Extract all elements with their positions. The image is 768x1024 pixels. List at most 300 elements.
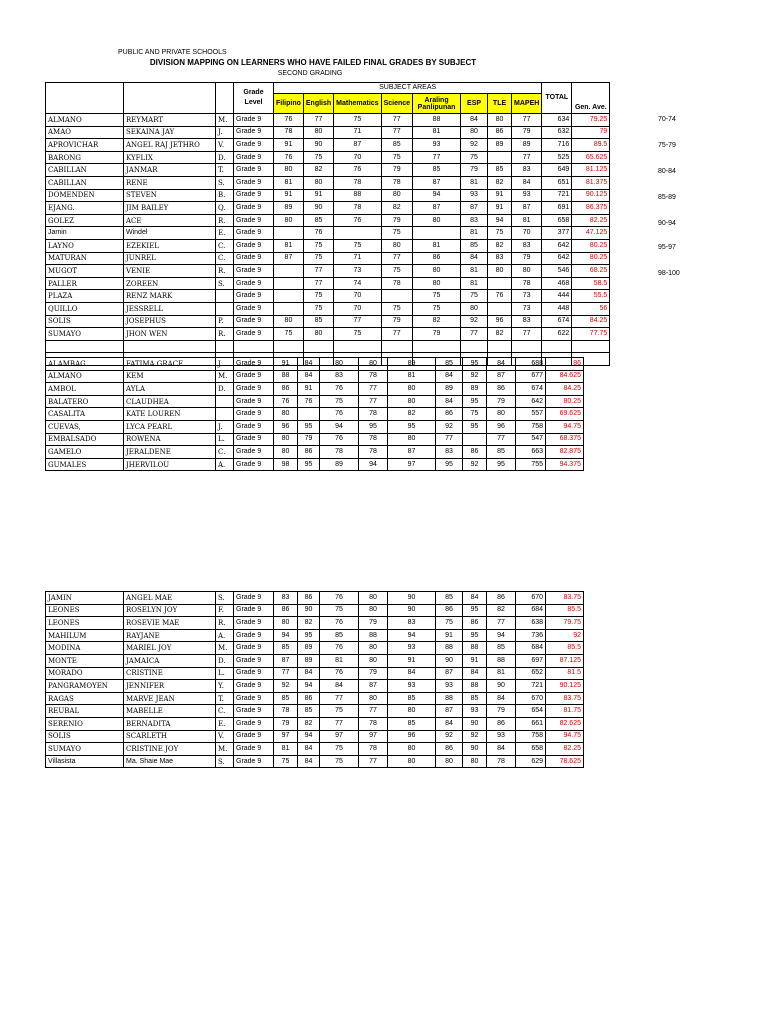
gen-ave-cell: 92 [546, 629, 584, 642]
middle-initial-cell: B. [216, 189, 234, 202]
grade-cell: 76 [320, 667, 359, 680]
first-name-cell: ACE [124, 214, 216, 227]
total-cell: 684 [516, 642, 546, 655]
total-cell: 670 [516, 592, 546, 605]
grade-cell: 94 [487, 629, 516, 642]
gen-ave-cell: 56 [572, 302, 610, 315]
first-name-cell: REYMART [124, 114, 216, 127]
grade-cell: 81 [461, 227, 488, 240]
grade-cell: 87 [512, 202, 542, 215]
grade-cell: 95 [463, 395, 487, 408]
grade-cell: 85 [436, 592, 463, 605]
middle-initial-cell [216, 290, 234, 303]
grade-cell: 76 [320, 642, 359, 655]
grade-cell: 77 [381, 252, 412, 265]
grade-cell: 84 [436, 370, 463, 383]
grade-cell: 76 [320, 592, 359, 605]
grade-level-cell: Grade 9 [234, 358, 274, 371]
gen-ave-cell: 84.25 [572, 315, 610, 328]
subject-header-english: English [303, 94, 333, 114]
subject-header-mapeh: MAPEH [512, 94, 542, 114]
table-row [46, 370, 584, 383]
grade-cell: 77 [461, 328, 488, 341]
grade-cell: 80 [488, 265, 512, 278]
blank-cell [216, 340, 234, 353]
grade-cell: 75 [320, 755, 359, 768]
grade-cell: 77 [359, 705, 388, 718]
grade-cell: 91 [274, 358, 298, 371]
gen-ave-cell: 79 [572, 126, 610, 139]
grade-level-cell: Grade 9 [234, 114, 274, 127]
blank-cell [381, 340, 412, 353]
grade-level-cell: Grade 9 [234, 433, 274, 446]
grade-cell: 80 [436, 755, 463, 768]
table-row [46, 604, 584, 617]
last-name-cell: GAMELO [46, 446, 124, 459]
last-name-cell: CABILLAN [46, 176, 124, 189]
grade-cell: 95 [463, 629, 487, 642]
grade-cell: 77 [487, 617, 516, 630]
grade-level-cell: Grade 9 [234, 176, 274, 189]
grade-cell: 86 [298, 592, 320, 605]
last-name-cell: ALMANO [46, 370, 124, 383]
grade-cell: 83 [320, 370, 359, 383]
total-cell: 661 [516, 717, 546, 730]
grade-cell: 90 [487, 680, 516, 693]
grade-cell [274, 227, 304, 240]
grade-cell: 84 [298, 743, 320, 756]
grade-cell: 79 [413, 328, 461, 341]
grade-level-cell: Grade 9 [234, 717, 274, 730]
middle-initial-cell: R. [216, 328, 234, 341]
grade-cell: 77 [359, 395, 388, 408]
grade-cell: 97 [388, 458, 436, 471]
grade-cell: 78 [359, 717, 388, 730]
grade-cell: 95 [359, 420, 388, 433]
gen-ave-cell: 84.625 [546, 370, 584, 383]
last-name-cell: LAYNO [46, 239, 124, 252]
grade-cell: 78 [381, 176, 412, 189]
grade-cell: 86 [436, 604, 463, 617]
gen-ave-cell: 83.75 [546, 692, 584, 705]
subject-header-science: Science [381, 94, 412, 114]
first-name-cell: JHON WEN [124, 328, 216, 341]
last-name-cell: PANGRAMOYEN [46, 680, 124, 693]
grade-cell: 78 [274, 126, 304, 139]
total-cell: 677 [516, 370, 546, 383]
grade-level-cell: Grade 9 [234, 252, 274, 265]
blank-row [46, 340, 610, 353]
grade-cell: 80 [388, 705, 436, 718]
grade-cell: 83 [274, 592, 298, 605]
first-name-cell: ANGEL MAE [124, 592, 216, 605]
first-name-cell: EZEKIEL [124, 239, 216, 252]
grade-cell: 94 [359, 458, 388, 471]
grading-period: SECOND GRADING [277, 70, 343, 77]
grade-cell: 75 [463, 408, 487, 421]
grade-cell: 80 [381, 189, 412, 202]
grade-cell: 78 [359, 446, 388, 459]
grade-cell: 80 [463, 755, 487, 768]
total-cell: 691 [542, 202, 572, 215]
grade-cell: 77 [320, 692, 359, 705]
grade-cell: 75 [320, 604, 359, 617]
first-name-cell: ZOREEN [124, 277, 216, 290]
gen-ave-cell: 79.25 [572, 114, 610, 127]
gen-ave-header: Gen. Ave. [572, 83, 610, 114]
grade-cell: 86 [274, 383, 298, 396]
total-cell: 622 [542, 328, 572, 341]
blank-cell [334, 340, 381, 353]
grade-cell: 87 [274, 654, 298, 667]
subject-header-araling-panlipunan: Araling Panlipunan [413, 94, 461, 114]
gen-ave-cell: 79.75 [546, 617, 584, 630]
legend-range: 80-84 [658, 168, 676, 175]
grade-cell: 90 [298, 604, 320, 617]
grade-cell: 92 [436, 730, 463, 743]
grade-level-cell: Grade 9 [234, 458, 274, 471]
first-name-cell: SCARLETH [124, 730, 216, 743]
grade-level-cell: Grade 9 [234, 277, 274, 290]
last-name-cell: EJANG. [46, 202, 124, 215]
grade-cell: 76 [303, 227, 333, 240]
blank-cell [274, 340, 304, 353]
grade-cell: 89 [463, 383, 487, 396]
grade-cell: 88 [274, 370, 298, 383]
grade-cell [381, 290, 412, 303]
grade-cell: 85 [463, 692, 487, 705]
total-cell: 721 [516, 680, 546, 693]
grade-cell: 81 [413, 239, 461, 252]
grade-cell: 97 [320, 730, 359, 743]
table-row [46, 139, 610, 152]
last-name-cell: SERENIO [46, 717, 124, 730]
grade-cell [274, 277, 304, 290]
table-row [46, 592, 584, 605]
grade-cell: 94 [298, 730, 320, 743]
gen-ave-cell: 82.25 [546, 743, 584, 756]
grade-cell: 89 [320, 458, 359, 471]
first-name-cell: STEVEN [124, 189, 216, 202]
middle-initial-cell: M. [216, 370, 234, 383]
total-cell: 663 [516, 446, 546, 459]
middle-initial-cell: J. [216, 126, 234, 139]
grade-cell: 80 [274, 214, 304, 227]
grade-cell: 78 [334, 176, 381, 189]
grade-cell: 94 [320, 420, 359, 433]
grade-cell: 94 [298, 680, 320, 693]
grade-cell: 87 [436, 667, 463, 680]
last-name-cell: APROVICHAR [46, 139, 124, 152]
grade-cell: 87 [413, 202, 461, 215]
last-name-cell: DOMENDEN [46, 189, 124, 202]
grade-level-cell: Grade 9 [234, 383, 274, 396]
gen-ave-cell: 89.5 [572, 139, 610, 152]
legend-range: 90-94 [658, 220, 676, 227]
grade-cell: 94 [388, 629, 436, 642]
subject-header-filipino: Filipino [274, 94, 304, 114]
total-cell: 547 [516, 433, 546, 446]
table-row [46, 420, 584, 433]
grade-cell: 82 [388, 408, 436, 421]
gen-ave-cell: 81.375 [572, 176, 610, 189]
blank-cell [488, 340, 512, 353]
subject-header-esp: ESP [461, 94, 488, 114]
grade-cell: 95 [298, 420, 320, 433]
grade-cell: 75 [303, 239, 333, 252]
first-name-cell: ROWENA [124, 433, 216, 446]
grade-cell: 97 [274, 730, 298, 743]
first-name-cell: MARIEL JOY [124, 642, 216, 655]
grade-cell: 80 [303, 176, 333, 189]
grade-cell: 83 [512, 239, 542, 252]
grade-cell: 80 [487, 408, 516, 421]
last-name-cell: ALMANO [46, 114, 124, 127]
middle-initial-cell: J. [216, 420, 234, 433]
grade-cell: 80 [359, 642, 388, 655]
first-name-cell: SEKAINA JAY [124, 126, 216, 139]
grade-cell: 83 [512, 164, 542, 177]
last-name-cell: JAMIN [46, 592, 124, 605]
grade-cell: 84 [298, 370, 320, 383]
grade-cell: 76 [274, 395, 298, 408]
grade-level-cell: Grade 9 [234, 654, 274, 667]
grade-level-cell: Grade 9 [234, 592, 274, 605]
grade-cell: 77 [512, 151, 542, 164]
grade-cell: 85 [298, 705, 320, 718]
grade-cell: 73 [512, 302, 542, 315]
grade-cell: 85 [413, 164, 461, 177]
table-row [46, 176, 610, 189]
grade-level-cell: Grade 9 [234, 642, 274, 655]
grade-cell: 81 [274, 743, 298, 756]
total-cell: 448 [542, 302, 572, 315]
grade-cell: 89 [298, 642, 320, 655]
grade-cell: 70 [334, 302, 381, 315]
total-cell: 674 [542, 315, 572, 328]
last-name-cell: Villasista [46, 755, 124, 768]
gen-ave-cell: 84.25 [546, 383, 584, 396]
total-cell: 736 [516, 629, 546, 642]
grade-cell: 82 [303, 164, 333, 177]
grade-cell: 87 [334, 139, 381, 152]
blank-header-cell [46, 83, 124, 114]
table-row [46, 239, 610, 252]
grade-cell: 70 [334, 290, 381, 303]
grade-cell: 86 [487, 717, 516, 730]
grade-cell: 84 [298, 755, 320, 768]
grade-cell: 88 [487, 654, 516, 667]
grade-cell: 77 [381, 126, 412, 139]
grade-level-cell: Grade 9 [234, 420, 274, 433]
grade-cell: 89 [436, 383, 463, 396]
grade-cell [488, 277, 512, 290]
grade-cell: 83 [436, 446, 463, 459]
grade-cell: 78 [512, 277, 542, 290]
grade-cell: 88 [359, 629, 388, 642]
last-name-cell: MORADO [46, 667, 124, 680]
grade-cell: 80 [359, 692, 388, 705]
grade-cell: 75 [461, 151, 488, 164]
grade-cell: 95 [463, 358, 487, 371]
first-name-cell: JESSRELL [124, 302, 216, 315]
last-name-cell: RAGAS [46, 692, 124, 705]
grade-cell: 87 [388, 446, 436, 459]
grade-cell: 89 [388, 358, 436, 371]
grade-cell: 79 [274, 717, 298, 730]
grade-cell: 90 [388, 604, 436, 617]
middle-initial-cell: V. [216, 139, 234, 152]
grade-cell: 80 [413, 277, 461, 290]
gen-ave-cell: 68.375 [546, 433, 584, 446]
first-name-cell: ROSELYN JOY [124, 604, 216, 617]
grade-cell: 80 [461, 302, 488, 315]
table-row [46, 730, 584, 743]
grade-cell: 80 [388, 395, 436, 408]
total-header: TOTAL [542, 83, 572, 114]
grade-cell: 75 [381, 151, 412, 164]
grade-cell: 80 [274, 315, 304, 328]
grade-cell: 81 [388, 370, 436, 383]
grade-cell: 80 [274, 408, 298, 421]
grade-cell: 91 [463, 654, 487, 667]
grade-cell: 83 [512, 315, 542, 328]
grade-cell: 87 [436, 705, 463, 718]
gen-ave-cell: 77.75 [572, 328, 610, 341]
table-row [46, 433, 584, 446]
grade-cell: 84 [436, 395, 463, 408]
blank-cell [46, 340, 124, 353]
middle-initial-cell: S. [216, 277, 234, 290]
grade-cell: 78 [381, 277, 412, 290]
middle-initial-cell: C. [216, 252, 234, 265]
total-cell: 634 [542, 114, 572, 127]
grade-cell: 77 [274, 667, 298, 680]
grade-cell: 70 [334, 151, 381, 164]
grade-cell: 90 [303, 202, 333, 215]
grade-cell: 95 [388, 420, 436, 433]
middle-initial-cell [216, 395, 234, 408]
grade-level-cell: Grade 9 [234, 604, 274, 617]
grade-cell: 76 [334, 164, 381, 177]
grade-cell: 80 [320, 358, 359, 371]
grade-cell: 96 [388, 730, 436, 743]
total-cell: 444 [542, 290, 572, 303]
grade-level-cell: Grade 9 [234, 395, 274, 408]
grade-cell: 88 [413, 114, 461, 127]
grade-cell: 96 [487, 420, 516, 433]
grades-table-section-1 [45, 82, 610, 366]
table-row [46, 383, 584, 396]
middle-initial-cell: A. [216, 629, 234, 642]
gen-ave-cell: 86 [546, 358, 584, 371]
last-name-cell: PALLER [46, 277, 124, 290]
table-row [46, 252, 610, 265]
table-row [46, 692, 584, 705]
grade-cell: 78 [359, 433, 388, 446]
grade-cell [298, 408, 320, 421]
last-name-cell: EMBALSADO [46, 433, 124, 446]
grade-cell: 94 [488, 214, 512, 227]
middle-initial-cell: R. [216, 617, 234, 630]
grade-cell: 73 [512, 290, 542, 303]
grade-cell: 79 [512, 126, 542, 139]
blank-header-cell [216, 83, 234, 114]
middle-initial-cell: E. [216, 717, 234, 730]
total-cell: 755 [516, 458, 546, 471]
middle-initial-cell: M. [216, 114, 234, 127]
gen-ave-cell: 85.5 [546, 604, 584, 617]
gen-ave-cell: 90.125 [572, 189, 610, 202]
total-cell: 758 [516, 420, 546, 433]
subject-areas-header: SUBJECT AREAS [274, 83, 542, 94]
grade-cell: 80 [388, 755, 436, 768]
grade-cell: 93 [388, 680, 436, 693]
grade-cell: 86 [487, 592, 516, 605]
grade-cell: 91 [303, 189, 333, 202]
grade-cell: 79 [381, 164, 412, 177]
grade-cell: 84 [298, 358, 320, 371]
grade-cell: 92 [461, 139, 488, 152]
grade-cell: 70 [512, 227, 542, 240]
table-row [46, 705, 584, 718]
gen-ave-cell: 94.75 [546, 420, 584, 433]
grade-cell: 86 [274, 604, 298, 617]
grade-cell: 90 [463, 743, 487, 756]
grade-cell: 84 [463, 592, 487, 605]
last-name-cell: PLAZA [46, 290, 124, 303]
grade-cell: 94 [274, 629, 298, 642]
middle-initial-cell: S. [216, 176, 234, 189]
grade-cell: 80 [381, 239, 412, 252]
total-cell: 377 [542, 227, 572, 240]
middle-initial-cell: S. [216, 592, 234, 605]
grade-cell: 91 [488, 189, 512, 202]
first-name-cell: CRISTINE [124, 667, 216, 680]
gen-ave-cell: 68.25 [572, 265, 610, 278]
grade-cell: 87 [461, 202, 488, 215]
middle-initial-cell: E. [216, 227, 234, 240]
grade-cell: 75 [303, 302, 333, 315]
grade-cell: 75 [413, 302, 461, 315]
grade-cell: 81 [461, 277, 488, 290]
last-name-cell: MATURAN [46, 252, 124, 265]
total-cell: 716 [542, 139, 572, 152]
total-cell: 642 [542, 239, 572, 252]
first-name-cell: JHERVILOU [124, 458, 216, 471]
grade-cell: 75 [488, 227, 512, 240]
grade-cell: 75 [381, 302, 412, 315]
gen-ave-cell: 94.75 [546, 730, 584, 743]
blank-cell [124, 340, 216, 353]
blank-cell [512, 340, 542, 353]
last-name-cell: ALAMBAG [46, 358, 124, 371]
grade-level-cell: Grade 9 [234, 755, 274, 768]
first-name-cell: Windel [124, 227, 216, 240]
grade-cell: 93 [413, 139, 461, 152]
grade-cell: 81 [512, 214, 542, 227]
grade-cell: 91 [274, 189, 304, 202]
total-cell: 468 [542, 277, 572, 290]
table-row [46, 667, 584, 680]
table-row [46, 717, 584, 730]
middle-initial-cell: A. [216, 458, 234, 471]
grade-cell: 79 [487, 705, 516, 718]
grade-cell: 83 [461, 214, 488, 227]
grade-cell: 91 [298, 383, 320, 396]
grade-cell: 93 [487, 730, 516, 743]
total-cell: 670 [516, 692, 546, 705]
